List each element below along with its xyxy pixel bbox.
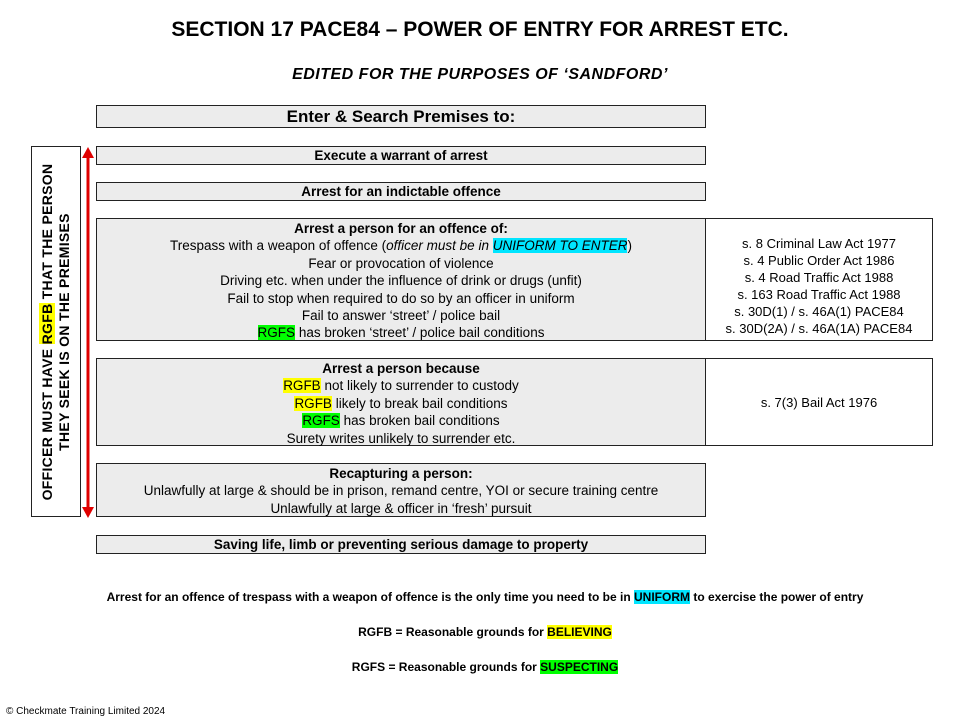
bail-reference: s. 7(3) Bail Act 1976 [705,358,933,446]
box-execute-warrant: Execute a warrant of arrest [96,146,706,165]
rgfb-definition: RGFB = Reasonable grounds for BELIEVING [358,625,612,639]
uniform-highlight: UNIFORM TO ENTER [492,238,628,254]
offence-heading: Arrest a person for an offence of: [294,221,508,236]
recapture-heading: Recapturing a person: [329,466,473,481]
copyright: © Checkmate Training Limited 2024 [6,706,166,717]
offence-line-violence: Fear or provocation of violence [308,255,494,271]
rgfs-highlight: RGFS [257,325,296,341]
because-line-break-bail: RGFB likely to break bail conditions [294,395,508,411]
recapture-line-prison: Unlawfully at large & should be in prison, remand centre, YOI or secure training centre [143,483,659,499]
uniform-highlight: UNIFORM [634,590,691,604]
box-recapture [96,463,706,517]
offence-line-driving: Driving etc. when under the influence of drink or drugs (unfit) [220,273,582,289]
enter-search-header: Enter & Search Premises to: [96,105,706,128]
ref-road-traffic-4: s. 4 Road Traffic Act 1988 [744,269,894,285]
box-indictable-offence: Arrest for an indictable offence [96,182,706,201]
ref-public-order: s. 4 Public Order Act 1986 [743,252,895,268]
page-title: SECTION 17 PACE84 – POWER OF ENTRY FOR ARREST ETC. [171,18,789,41]
because-line-broken-bail: RGFS has broken bail conditions [302,413,500,429]
box-arrest-offence [96,218,706,341]
because-line-surrender: RGFB not likely to surrender to custody [283,378,519,394]
vertical-label-line2: THEY SEEK IS ON THE PREMISES [56,212,72,451]
vertical-condition-label [39,152,73,512]
because-heading: Arrest a person because [322,361,480,376]
offence-references [705,218,933,341]
rgfb-highlight: RGFB [294,395,332,411]
believing-highlight: BELIEVING [547,625,612,639]
offence-line-trespass: Trespass with a weapon of offence (officer must be in UNIFORM TO ENTER) [170,238,632,254]
rgfb-highlight: RGFB [283,378,321,394]
offence-line-fail-stop: Fail to stop when required to do so by an officer in uniform [227,290,575,306]
vertical-condition-box [31,146,81,517]
offence-line-rgfs-bail: RGFS has broken ‘street’ / police bail conditions [257,325,545,341]
ref-criminal-law: s. 8 Criminal Law Act 1977 [742,235,896,251]
box-saving-life: Saving life, limb or preventing serious damage to property [96,535,706,554]
double-arrow-icon [80,146,96,519]
ref-pace-30d2a: s. 30D(2A) / s. 46A(1A) PACE84 [725,320,913,336]
box-arrest-because [96,358,706,446]
offence-line-fail-answer: Fail to answer ‘street’ / police bail [301,308,501,324]
because-line-surety: Surety writes unlikely to surrender etc. [286,430,516,446]
page-subtitle: EDITED FOR THE PURPOSES OF ‘SANDFORD’ [292,66,668,83]
ref-pace-30d1: s. 30D(1) / s. 46A(1) PACE84 [734,303,904,319]
ref-road-traffic-163: s. 163 Road Traffic Act 1988 [737,286,901,302]
rgfb-highlight: RGFB [39,303,55,344]
uniform-note: Arrest for an offence of trespass with a weapon of offence is the only time you need to be in UNIFORM to exercise the power of entry [106,590,864,604]
rgfs-definition: RGFS = Reasonable grounds for SUSPECTING [351,660,619,674]
recapture-line-pursuit: Unlawfully at large & officer in ‘fresh’ pursuit [270,500,532,516]
vertical-label-line1: OFFICER MUST HAVE RGFB THAT THE PERSON [39,163,55,500]
rgfs-highlight: RGFS [302,413,340,429]
suspecting-highlight: SUSPECTING [540,660,619,674]
